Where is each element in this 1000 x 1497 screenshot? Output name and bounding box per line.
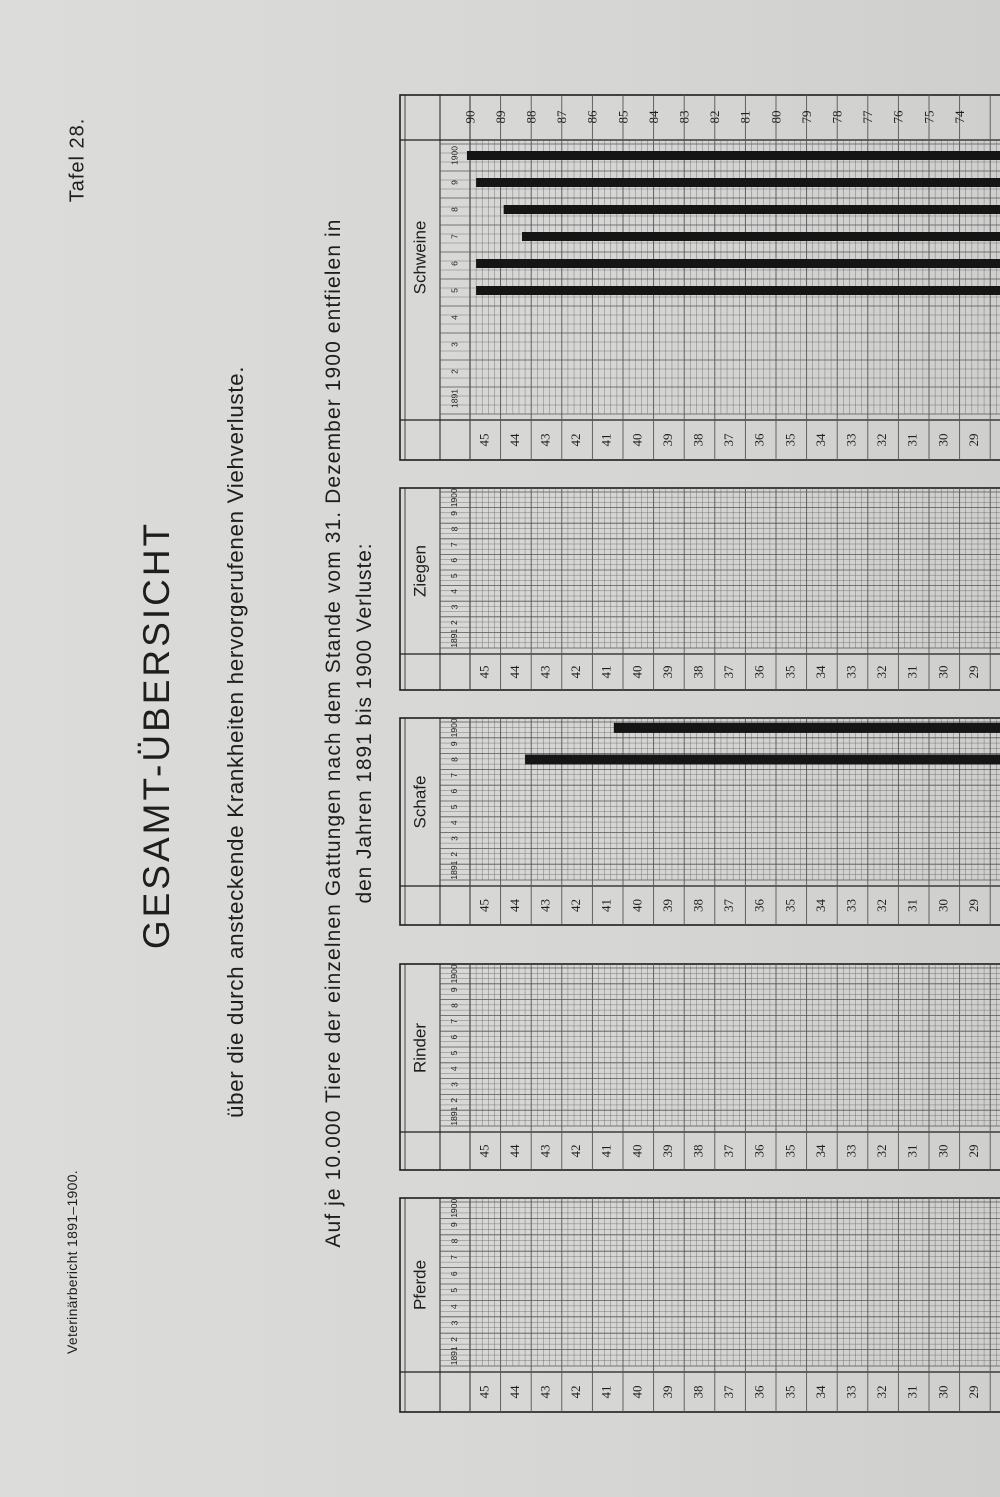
year-label: 8: [449, 1003, 460, 1008]
scale-label: 36: [751, 433, 767, 447]
scale-label: 37: [721, 1385, 737, 1399]
scale-label: 44: [506, 899, 522, 912]
year-label: 9: [449, 1222, 460, 1227]
description-line-1: Auf je 10.000 Tiere der einzelnen Gattungen nach dem Stande vom 31. Dezember 1900 entfielen in: [322, 218, 345, 1248]
year-label: 4: [449, 1304, 460, 1309]
scale-label: 31: [904, 665, 920, 679]
scale-label: 29: [965, 433, 981, 447]
scale-label: 30: [935, 665, 951, 679]
scale-label: 36: [751, 1144, 767, 1158]
scale-label: 43: [537, 433, 553, 447]
scale-label: 43: [537, 1385, 553, 1399]
scale-label: 41: [598, 1385, 614, 1399]
scale-label: 36: [751, 665, 767, 679]
scale-label: 29: [965, 899, 981, 912]
panel-title: Rinder: [410, 1022, 430, 1074]
panel-frame: [400, 1198, 1000, 1412]
year-label: 9: [449, 180, 460, 185]
scale-label: 45: [476, 433, 492, 447]
year-label: 5: [449, 804, 460, 810]
scale-label: 33: [843, 1385, 859, 1399]
year-label: 1891: [449, 1106, 460, 1126]
scale-label: 38: [690, 433, 706, 447]
scale-label: 35: [782, 899, 798, 912]
year-label: 6: [449, 788, 460, 794]
data-bar: [476, 286, 1000, 295]
year-label: 2: [449, 851, 460, 857]
scale-label-outer: 85: [615, 110, 631, 124]
data-bar: [476, 259, 1000, 268]
scale-label: 38: [690, 665, 706, 679]
data-bar: [614, 723, 1000, 733]
year-label: 6: [449, 557, 460, 563]
scale-label: 34: [812, 899, 828, 912]
year-label: 4: [449, 1066, 460, 1072]
scale-label-outer: 84: [645, 110, 661, 124]
scale-label: 30: [935, 899, 951, 912]
scale-label: 31: [904, 1144, 920, 1158]
scale-label: 33: [843, 665, 859, 679]
year-label: 4: [449, 589, 460, 594]
scale-label: 39: [659, 1144, 675, 1158]
scale-label: 44: [506, 1385, 522, 1399]
year-label: 7: [449, 542, 460, 547]
scale-label: 32: [874, 1144, 890, 1158]
year-label: 7: [449, 234, 460, 239]
year-label: 1900: [449, 964, 460, 984]
data-bar: [467, 151, 1000, 160]
year-label: 7: [449, 1018, 460, 1024]
scale-label: 30: [935, 1385, 951, 1399]
scale-label: 29: [965, 665, 981, 679]
description-line-2: den Jahren 1891 bis 1900 Verluste:: [353, 542, 376, 904]
scale-label: 42: [568, 1144, 584, 1158]
scale-label-outer: 82: [707, 110, 723, 124]
year-label: 1891: [449, 860, 460, 880]
scale-label: 39: [659, 665, 675, 679]
scale-label: 38: [690, 899, 706, 912]
year-label: 5: [449, 1050, 460, 1056]
year-label: 3: [449, 1320, 460, 1326]
plate-number: Tafel 28.: [66, 117, 89, 203]
year-label: 9: [449, 511, 460, 516]
data-bar: [522, 232, 1000, 241]
scale-label: 41: [598, 1144, 614, 1158]
scale-label: 41: [598, 899, 614, 912]
scale-label-outer: 90: [462, 110, 478, 124]
scale-label: 41: [598, 433, 614, 447]
scale-label: 38: [690, 1144, 706, 1158]
scale-label: 44: [506, 1144, 522, 1158]
scale-label-outer: 87: [554, 110, 570, 124]
year-label: 1900: [449, 146, 460, 165]
scale-label: 39: [659, 1385, 675, 1399]
year-label: 3: [449, 836, 460, 841]
scale-label: 29: [965, 1144, 981, 1158]
scale-label: 45: [476, 665, 492, 679]
year-label: 8: [449, 207, 460, 212]
scale-label: 44: [506, 433, 522, 447]
scale-label: 34: [812, 433, 828, 447]
scale-label: 35: [782, 433, 798, 447]
scale-label: 43: [537, 899, 553, 912]
year-label: 1900: [449, 488, 460, 508]
scale-label: 33: [843, 899, 859, 912]
scale-label: 31: [904, 899, 920, 912]
scale-label: 44: [506, 665, 522, 679]
year-label: 1900: [449, 718, 460, 738]
year-label: 4: [449, 820, 460, 826]
scale-label: 37: [721, 1144, 737, 1158]
scale-label: 40: [629, 1385, 645, 1399]
year-label: 1891: [449, 628, 460, 648]
scale-label-outer: 86: [584, 110, 600, 124]
year-label: 1900: [449, 1198, 460, 1218]
scale-label-outer: 81: [737, 110, 753, 124]
year-label: 5: [449, 288, 460, 293]
scale-label: 40: [629, 433, 645, 447]
scale-label: 31: [904, 433, 920, 447]
year-label: 4: [449, 315, 460, 320]
year-label: 2: [449, 1337, 460, 1342]
year-label: 9: [449, 987, 460, 993]
data-bar: [504, 205, 1000, 214]
year-label: 8: [449, 757, 460, 762]
page-title: GESAMT-ÜBERSICHT: [136, 520, 177, 950]
year-label: 1891: [449, 1346, 460, 1366]
scale-label-outer: 78: [829, 110, 845, 124]
year-label: 5: [449, 573, 460, 579]
scale-label-outer: 74: [951, 110, 967, 124]
scale-label: 38: [690, 1385, 706, 1399]
scale-label: 45: [476, 1385, 492, 1399]
scale-label: 42: [568, 433, 584, 447]
scale-label: 33: [843, 1144, 859, 1158]
scale-label: 34: [812, 1385, 828, 1399]
panel-frame: [400, 488, 1000, 690]
scale-label: 30: [935, 1144, 951, 1158]
scale-label: 43: [537, 1144, 553, 1158]
panel-frame: [400, 718, 1000, 925]
scale-label-outer: 89: [492, 110, 508, 124]
year-label: 3: [449, 1082, 460, 1087]
report-header: Veterinärbericht 1891–1900.: [64, 1169, 80, 1355]
scale-label: 35: [782, 1385, 798, 1399]
scale-label-outer: 83: [676, 110, 692, 124]
page-subtitle: über die durch ansteckende Krankheiten hervorgerufenen Viehverluste.: [223, 365, 248, 1119]
panel-frame: [400, 95, 1000, 460]
data-bar: [525, 755, 1000, 765]
scale-label: 40: [629, 1144, 645, 1158]
scale-label: 31: [904, 1385, 920, 1399]
scale-label: 32: [874, 433, 890, 447]
scale-label: 35: [782, 1144, 798, 1158]
scale-label: 30: [935, 433, 951, 447]
year-label: 3: [449, 342, 460, 347]
panel-title: Schweine: [410, 220, 430, 295]
scale-label-outer: 75: [921, 110, 937, 124]
year-label: 2: [449, 369, 460, 374]
year-label: 7: [449, 772, 460, 778]
scale-label: 39: [659, 433, 675, 447]
scale-label: 40: [629, 899, 645, 912]
year-label: 6: [449, 261, 460, 266]
year-label: 6: [449, 1271, 460, 1277]
scale-label: 41: [598, 665, 614, 679]
year-label: 1891: [449, 389, 460, 408]
scale-label: 37: [721, 665, 737, 679]
panel-title: Ziegen: [410, 545, 430, 597]
scale-label: 40: [629, 665, 645, 679]
year-label: 8: [449, 526, 460, 532]
scale-label: 29: [965, 1385, 981, 1399]
scale-label: 36: [751, 1385, 767, 1399]
scale-label: 42: [568, 1385, 584, 1399]
scale-label-outer: 77: [860, 110, 876, 124]
scale-label-outer: 76: [890, 110, 906, 124]
data-bar: [476, 178, 1000, 187]
panel-title: Schafe: [410, 775, 430, 829]
year-label: 9: [449, 741, 460, 747]
scale-label: 45: [476, 1144, 492, 1158]
scale-label: 37: [721, 433, 737, 447]
year-label: 7: [449, 1255, 460, 1260]
panel-title: Pferde: [410, 1259, 430, 1311]
scale-label-outer: 88: [523, 110, 539, 124]
year-label: 8: [449, 1238, 460, 1244]
scale-label: 42: [568, 665, 584, 679]
year-label: 6: [449, 1034, 460, 1040]
scale-label: 32: [874, 665, 890, 679]
scale-label: 33: [843, 433, 859, 447]
year-label: 3: [449, 604, 460, 610]
scale-label: 45: [476, 899, 492, 912]
scale-label: 34: [812, 665, 828, 679]
scale-label: 39: [659, 899, 675, 912]
scale-label: 37: [721, 899, 737, 912]
scale-label-outer: 79: [798, 110, 814, 124]
scale-label: 36: [751, 899, 767, 912]
year-label: 5: [449, 1287, 460, 1293]
scale-label: 32: [874, 1385, 890, 1399]
scale-label: 42: [568, 899, 584, 912]
panel-frame: [400, 964, 1000, 1170]
scale-label: 43: [537, 665, 553, 679]
scale-label: 34: [812, 1144, 828, 1158]
scale-label: 35: [782, 665, 798, 679]
scale-label: 32: [874, 899, 890, 912]
year-label: 2: [449, 620, 460, 625]
scale-label-outer: 80: [768, 110, 784, 124]
year-label: 2: [449, 1097, 460, 1103]
